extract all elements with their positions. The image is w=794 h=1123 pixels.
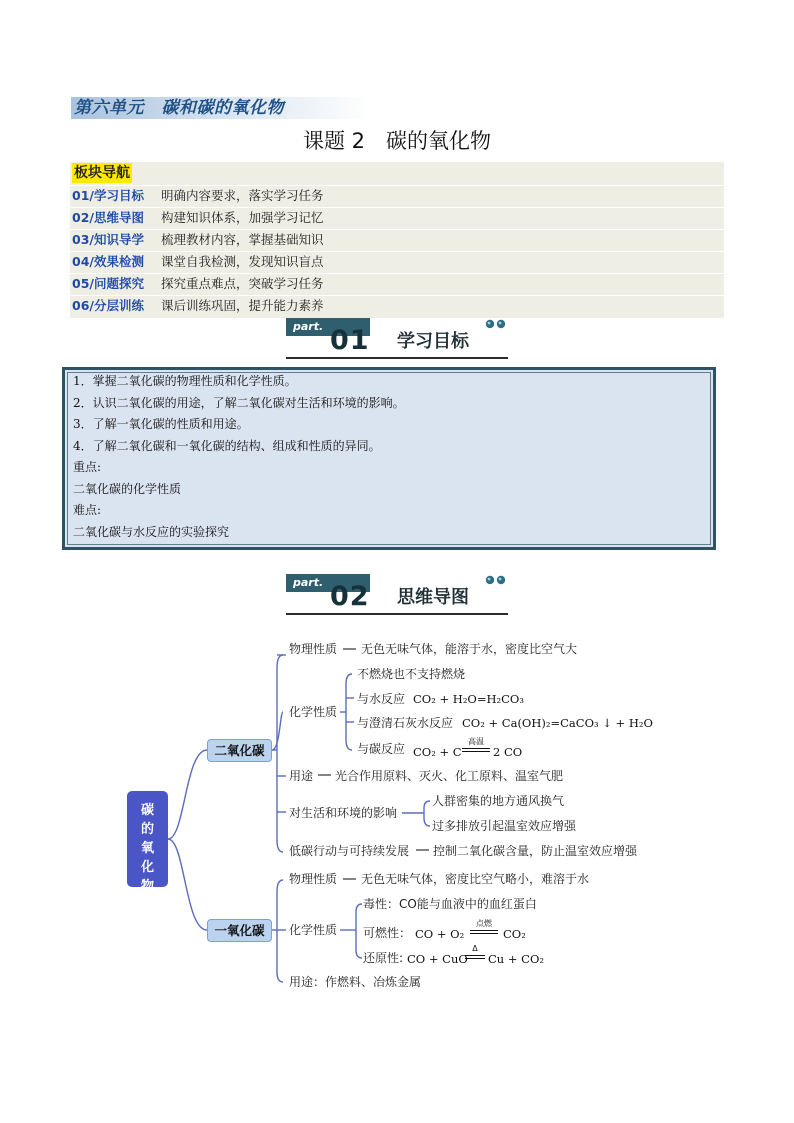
co2-water-formula: CO₂ + H₂O=H₂CO₃	[413, 692, 524, 706]
part-number: 02	[330, 581, 370, 612]
nav-code: 04/效果检测	[72, 254, 144, 269]
co-combustible-label: 可燃性：	[363, 926, 412, 940]
co2-physical-desc: 无色无味气体，能溶于水，密度比空气大	[361, 642, 578, 656]
objective-line: 2．认识二氧化碳的用途，了解二氧化碳对生活和环境的影响。	[73, 395, 405, 410]
co2-carbon-formula-right: 2 CO	[493, 745, 523, 759]
co-combustible-right: CO₂	[503, 927, 526, 941]
reaction-condition: Δ	[472, 944, 478, 953]
nav-code: 02/思维导图	[72, 210, 144, 225]
part-tag: part.	[286, 574, 370, 592]
nav-desc: 课后训练巩固，提升能力素养	[161, 298, 324, 313]
co-use: 用途：作燃料、冶炼金属	[289, 975, 422, 989]
co-reducing-right: Cu + CO₂	[488, 952, 544, 966]
co-node: 一氧化碳	[207, 919, 272, 942]
reaction-condition: 高温	[468, 737, 484, 746]
difficulty-label: 难点:	[73, 503, 102, 517]
co-combustible-left: CO + O₂	[415, 927, 465, 941]
nav-heading: 板块导航	[74, 165, 130, 181]
objective-line: 1．掌握二氧化碳的物理性质和化学性质。	[73, 374, 297, 388]
co2-lowcarbon-label: 低碳行动与可持续发展	[289, 844, 410, 858]
co-reducing-left: CO + CuO	[407, 952, 468, 966]
reaction-condition: 点燃	[476, 919, 492, 928]
co-toxic: 毒性：CO能与血液中的血红蛋白	[363, 897, 537, 911]
co2-chem-item: 与水反应	[357, 692, 406, 706]
objective-line: 4．了解二氧化碳和一氧化碳的结构、组成和性质的异同。	[73, 438, 381, 453]
part-tag: part.	[286, 318, 370, 336]
objective-line: 3．了解一氧化碳的性质和用途。	[73, 417, 249, 431]
lesson-title: 课题 2 碳的氧化物	[302, 129, 492, 153]
nav-desc: 构建知识体系，加强学习记忆	[161, 210, 324, 225]
co-physical-desc: 无色无味气体，密度比空气略小，难溶于水	[361, 872, 590, 886]
co-physical-label: 物理性质	[289, 872, 338, 886]
nav-desc: 课堂自我检测，发现知识盲点	[161, 254, 324, 269]
nav-desc: 明确内容要求，落实学习任务	[161, 188, 324, 203]
co2-carbon-formula-left: CO₂ + C	[413, 745, 462, 759]
co2-chem-item: 与澄清石灰水反应	[357, 716, 454, 730]
nav-code: 05/问题探究	[72, 276, 144, 291]
co2-env-item: 过多排放引起温室效应增强	[432, 819, 577, 833]
co2-chemical-label: 化学性质	[289, 705, 338, 719]
co2-limewater-formula: CO₂ + Ca(OH)₂=CaCO₃ ↓ + H₂O	[462, 716, 653, 730]
co2-use-desc: 光合作用原料、灭火、化工原料、温室气肥	[335, 769, 564, 783]
mindmap-root-node	[127, 791, 168, 894]
co2-lowcarbon-desc: 控制二氧化碳含量，防止温室效应增强	[433, 844, 638, 858]
difficulty-text: 二氧化碳与水反应的实验探究	[73, 524, 230, 539]
equals-sign	[470, 930, 498, 934]
co2-env-item: 人群密集的地方通风换气	[432, 794, 565, 808]
nav-code: 06/分层训练	[72, 298, 144, 313]
equals-sign	[465, 955, 485, 959]
part-title: 思维导图	[397, 587, 469, 608]
co2-node: 二氧化碳	[207, 739, 272, 762]
part-number: 01	[330, 325, 370, 356]
co2-use-label: 用途	[289, 769, 314, 783]
key-point-label: 重点:	[73, 460, 102, 474]
equals-sign	[462, 748, 490, 752]
co2-chem-item: 不燃烧也不支持燃烧	[357, 667, 466, 681]
nav-desc: 探究重点难点，突破学习任务	[161, 276, 324, 291]
key-point-text: 二氧化碳的化学性质	[73, 481, 182, 496]
nav-code: 01/学习目标	[72, 188, 144, 203]
co2-env-label: 对生活和环境的影响	[289, 806, 398, 820]
root-label: 碳的氧化物	[140, 803, 154, 894]
co-reducing-label: 还原性:	[363, 951, 404, 965]
co2-physical-label: 物理性质	[289, 642, 338, 656]
part-title: 学习目标	[397, 331, 469, 352]
nav-code: 03/知识导学	[72, 232, 144, 247]
unit-title: 第六单元 碳和碳的氧化物	[74, 98, 284, 118]
nav-desc: 梳理教材内容，掌握基础知识	[161, 232, 324, 247]
co-chemical-label: 化学性质	[289, 923, 338, 937]
co2-chem-item: 与碳反应	[357, 742, 406, 756]
